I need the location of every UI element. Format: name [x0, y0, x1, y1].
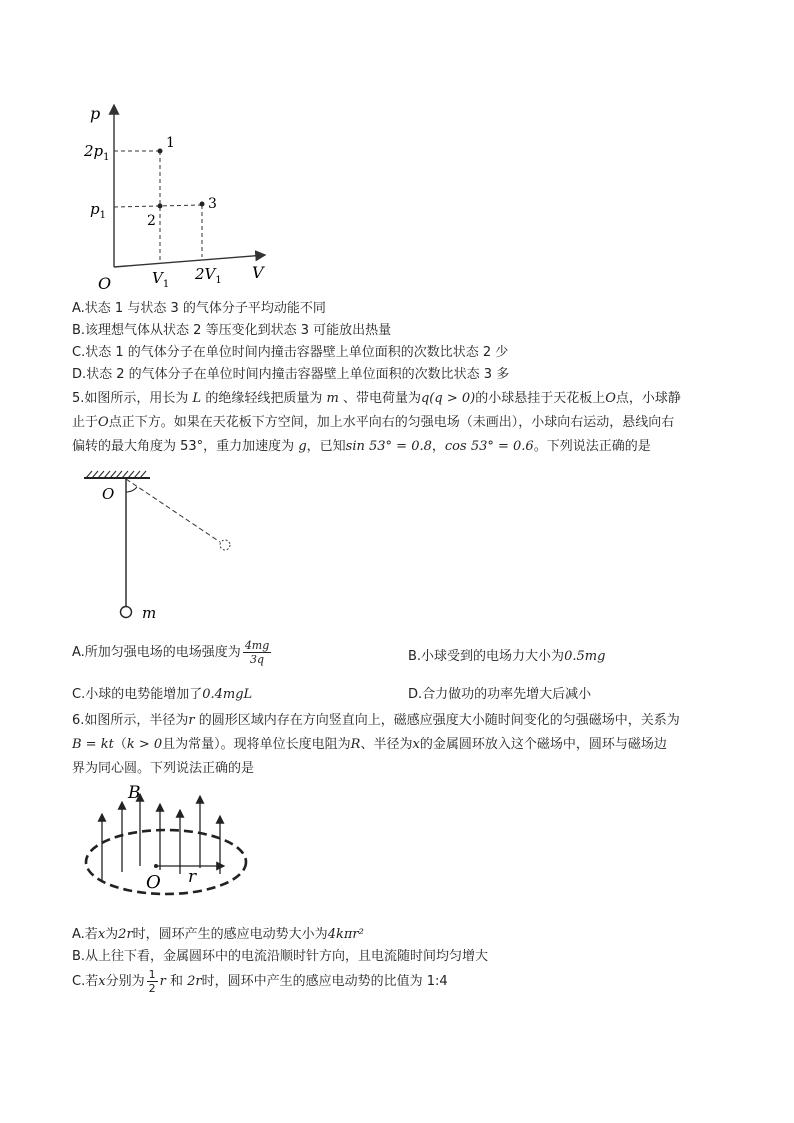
q6-stem-line3: 界为同心圆。下列说法正确的是	[72, 761, 255, 776]
state-1-point	[158, 149, 163, 154]
tick-2v1: $2V_1$	[195, 265, 222, 286]
mass-m-label: m	[142, 604, 157, 622]
state-2-label: 2	[147, 213, 156, 229]
q4-option-b: B.该理想气体从状态 2 等压变化到状态 3 可能放出热量	[72, 323, 392, 338]
tick-2p1: $2p_1$	[84, 142, 110, 163]
q6-option-b: B.从上往下看，金属圆环中的电流沿顺时针方向，且电流随时间均匀增大	[72, 949, 489, 964]
state-3-label: 3	[208, 196, 217, 212]
q5-stem-line3: 偏转的最大角度为 53°，重力加速度为 g，已知sin 53° = 0.8，cos 53° = 0.6。下列说法正确的是	[72, 439, 651, 454]
ball	[121, 607, 132, 618]
center-o-label: O	[146, 872, 161, 893]
q5-stem-line2: 止于O点正下方。如果在天花板下方空间，加上水平向右的匀强电场（未画出），小球向右运动，悬线向右	[72, 415, 675, 430]
pivot-o-label: O	[102, 485, 115, 503]
state-1-label: 1	[166, 135, 175, 151]
q5-option-c: C.小球的电势能增加了0.4mgL	[72, 687, 253, 702]
deflected-ball	[220, 540, 230, 550]
q6-option-c: C.若x分别为 $\frac{1}{2}$ r 和 2r时，圆环中产生的感应电动势的比值为 1:4	[72, 968, 448, 995]
state-2-point	[158, 204, 163, 209]
q5-stem-line1: 5.如图所示，用长为 L 的绝缘轻线把质量为 m 、带电荷量为q(q > 0)的小球悬挂于天花板上O点，小球静	[72, 391, 681, 406]
q6-option-a: A.若x为2r时，圆环产生的感应电动势大小为4kπr²	[72, 927, 364, 942]
q5-option-b: B.小球受到的电场力大小为0.5mg	[408, 649, 606, 664]
magnetic-field-diagram	[80, 780, 260, 900]
state-3-point	[200, 202, 205, 207]
deflected-thread	[126, 479, 220, 542]
tick-v1: $V_1$	[152, 269, 170, 290]
tick-p1: $p_1$	[90, 200, 106, 221]
pendulum-diagram	[80, 470, 260, 630]
pv-diagram	[80, 95, 280, 295]
q5-option-a: A.所加匀强电场的电场强度为 $\frac{4mg}{3q}$	[72, 639, 270, 666]
q4-option-c: C.状态 1 的气体分子在单位时间内撞击容器壁上单位面积的次数比状态 2 少	[72, 345, 509, 360]
field-boundary	[86, 830, 246, 894]
field-b-label: B	[128, 783, 141, 803]
radius-r-label: r	[188, 867, 197, 887]
origin-label: O	[98, 274, 112, 293]
q6-stem-line2: B = kt（k > 0且为常量）。现将单位长度电阻为R、半径为x的金属圆环放入这个磁场中，圆环与磁场边	[72, 737, 667, 752]
q4-option-d: D.状态 2 的气体分子在单位时间内撞击容器壁上单位面积的次数比状态 3 多	[72, 367, 510, 382]
q6-stem-line1: 6.如图所示，半径为r 的圆形区域内存在方向竖直向上，磁感应强度大小随时间变化的匀强磁场中，关系为	[72, 713, 680, 728]
v-axis-label: V	[252, 263, 264, 282]
q5-option-d: D.合力做功的功率先增大后减小	[408, 687, 592, 702]
q4-option-a: A.状态 1 与状态 3 的气体分子平均动能不同	[72, 301, 326, 316]
p-axis-label: p	[90, 104, 101, 123]
v-axis	[114, 255, 265, 267]
